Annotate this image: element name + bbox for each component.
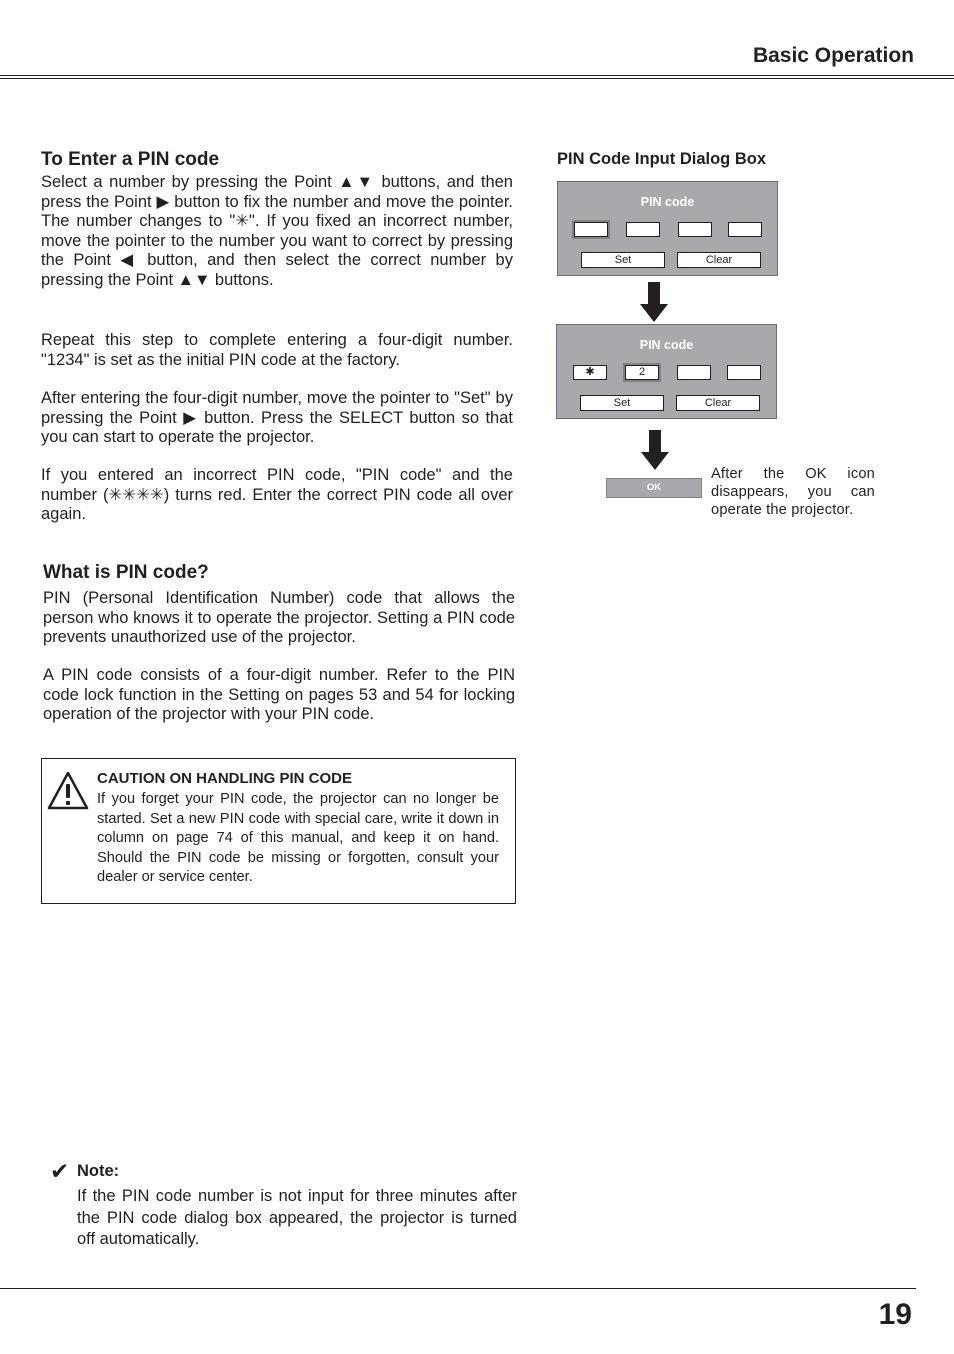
what-is-pin-heading: What is PIN code?: [43, 562, 209, 583]
pin-dialog-partial: [556, 324, 777, 419]
caution-title: CAUTION ON HANDLING PIN CODE: [97, 770, 352, 787]
enter-pin-paragraph-4: If you entered an incorrect PIN code, "PIN code" and the number (✳✳✳✳) turns red. Enter the correct PIN code all over again.: [41, 466, 513, 523]
ok-caption: After the OK icon disappears, you can operate the projector.: [711, 466, 875, 518]
enter-pin-paragraph-1: Select a number by pressing the Point ▲▼ buttons, and then press the Point ▶ button to fix the number and move the pointer. The number changes to "✳". If you fixed an incorrect number, move the pointer to the number you want to correct by pressing the Point ◀ button, and then select the correct number by pressing the Point ▲▼ buttons.: [41, 173, 513, 289]
pin-digit-box[interactable]: ✱: [573, 365, 607, 380]
set-button[interactable]: Set: [581, 252, 665, 268]
footer-rule: [0, 1288, 916, 1289]
enter-pin-heading: To Enter a PIN code: [41, 149, 220, 170]
header-rule: [0, 78, 954, 79]
dialog-title: PIN code: [639, 338, 694, 352]
page-number: 19: [878, 1298, 912, 1331]
arrow-down-icon: [641, 430, 669, 470]
pin-digit-box[interactable]: [574, 222, 608, 237]
clear-button[interactable]: Clear: [677, 252, 761, 268]
caution-text: If you forget your PIN code, the projector can no longer be started. Set a new PIN code with special care, write it down in column on page 74 of this manual, and keep it on hand. Should the PIN code be missing or forgotten, consult your dealer or service center.: [97, 791, 499, 885]
page-header-title: Basic Operation: [752, 44, 914, 67]
set-button[interactable]: Set: [580, 395, 664, 411]
enter-pin-paragraph-2: Repeat this step to complete entering a four-digit number. "1234" is set as the initial PIN code at the factory.: [41, 331, 513, 369]
what-is-pin-paragraph-1: PIN (Personal Identification Number) code that allows the person who knows it to operate the projector. Setting a PIN code prevents unauthorized use of the projector.: [43, 589, 515, 646]
enter-pin-paragraph-3: After entering the four-digit number, move the pointer to "Set" by pressing the Point ▶ button. Press the SELECT button so that you can start to operate the projector.: [41, 389, 513, 446]
arrow-down-icon: [640, 282, 668, 322]
note-label: Note:: [77, 1162, 120, 1180]
pin-digit-box[interactable]: [678, 222, 712, 237]
pin-digit-box[interactable]: [677, 365, 711, 380]
header-rule: [0, 75, 954, 76]
pin-digit-box[interactable]: [626, 222, 660, 237]
pin-digit-box[interactable]: [727, 365, 761, 380]
note-text: If the PIN code number is not input for three minutes after the PIN code dialog box appeared, the projector is turned off automatically.: [77, 1187, 517, 1248]
pin-digit-box[interactable]: 2: [625, 365, 659, 380]
pin-digit-box[interactable]: [728, 222, 762, 237]
caution-box: [41, 758, 516, 904]
clear-button[interactable]: Clear: [676, 395, 760, 411]
ok-icon: OK: [606, 478, 702, 498]
dialog-title: PIN code: [640, 195, 695, 209]
warning-triangle-icon: [47, 771, 89, 811]
pin-dialog-empty: [557, 181, 778, 276]
dialog-figure-heading: PIN Code Input Dialog Box: [557, 150, 766, 168]
checkmark-icon: ✔: [50, 1158, 70, 1184]
what-is-pin-paragraph-2: A PIN code consists of a four-digit number. Refer to the PIN code lock function in the Setting on pages 53 and 54 for locking operation of the projector with your PIN code.: [43, 666, 515, 723]
